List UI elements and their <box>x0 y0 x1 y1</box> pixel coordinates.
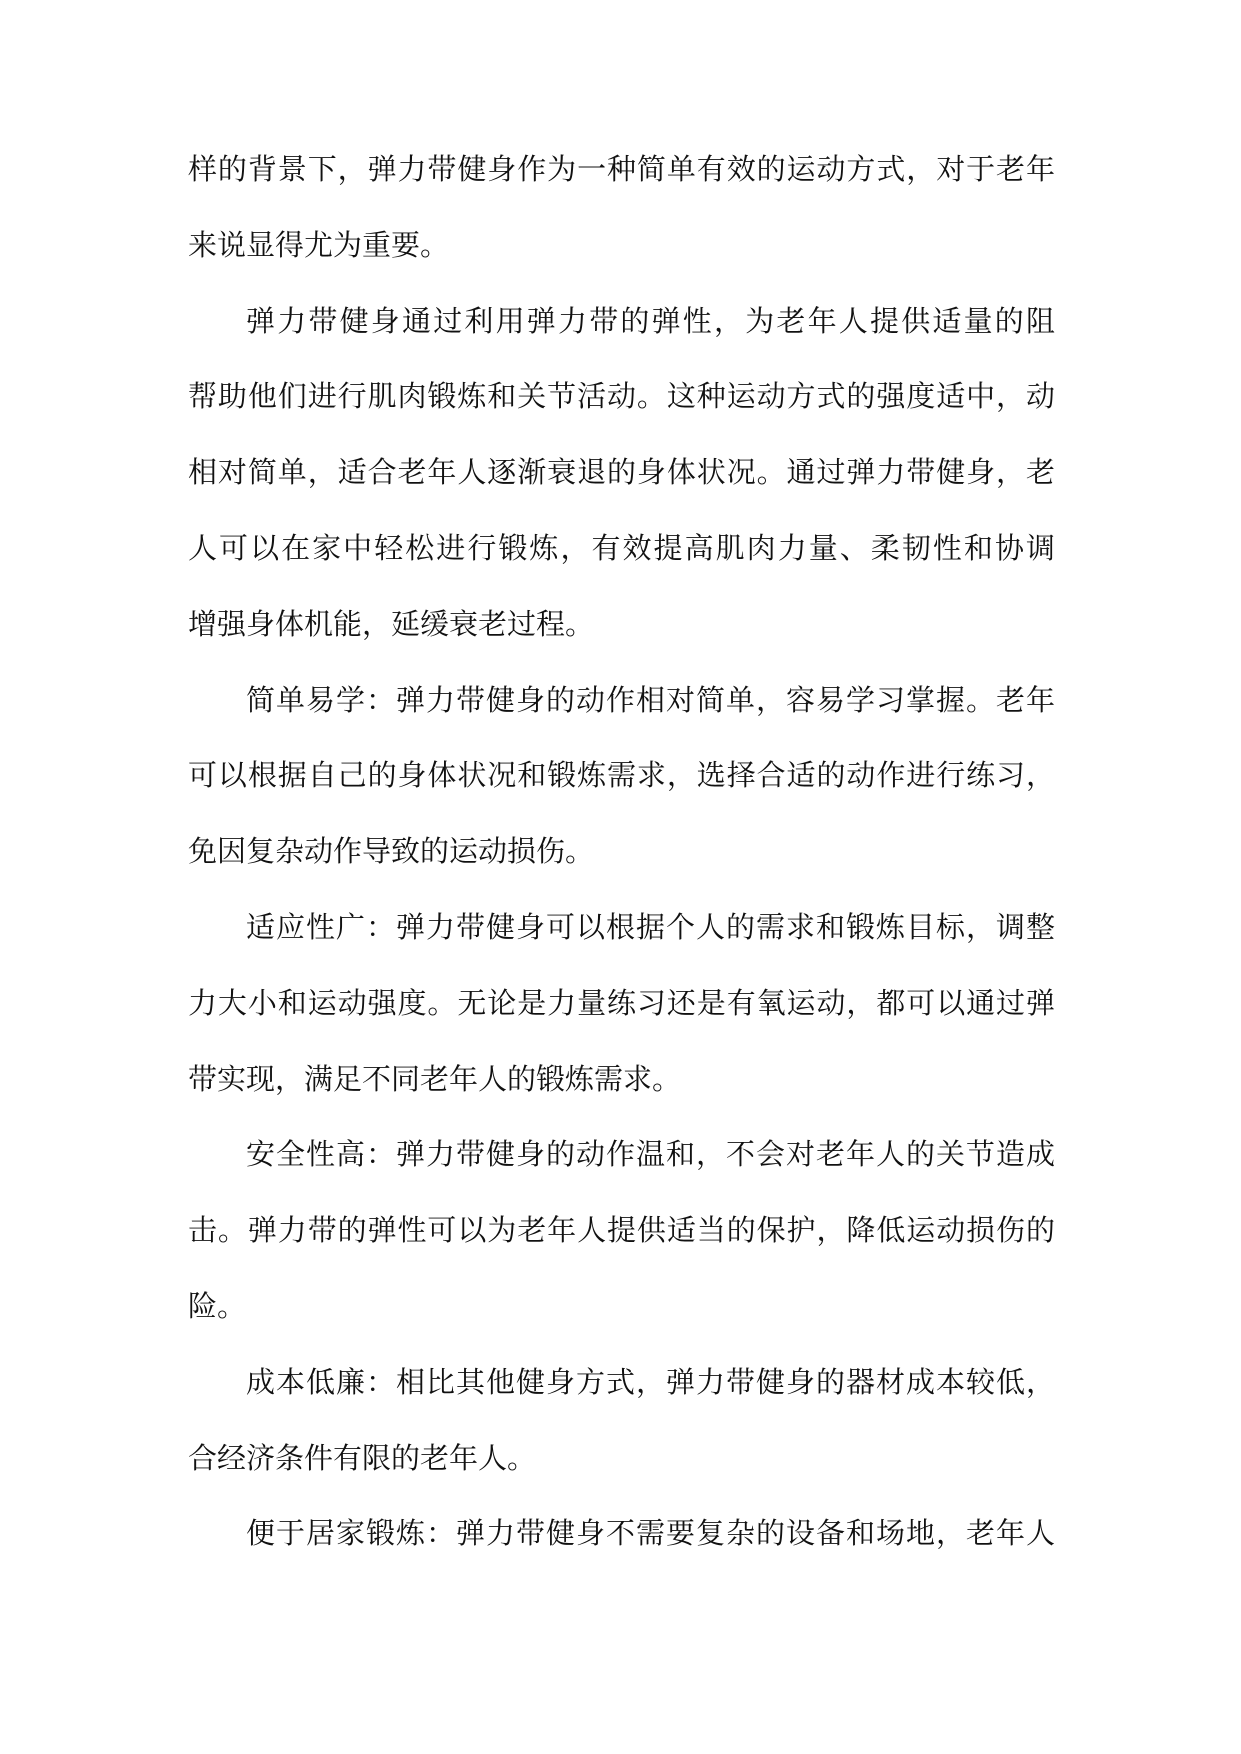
paragraph-continuation <box>188 132 1055 284</box>
text-line: 相对简单，适合老年人逐渐衰退的身体状况。通过弹力带健身，老 <box>188 455 1055 490</box>
body-text <box>188 132 1055 1572</box>
text-line: 帮助他们进行肌肉锻炼和关节活动。这种运动方式的强度适中，动 <box>188 379 1055 414</box>
text-line: 险。 <box>188 1288 247 1323</box>
paragraph-safety <box>188 1117 1055 1344</box>
text-line: 来说显得尤为重要。 <box>188 227 450 262</box>
text-line: 免因复杂动作导致的运动损伤。 <box>188 834 595 869</box>
text-line: 增强身体机能，延缓衰老过程。 <box>188 606 595 641</box>
text-line: 样的背景下，弹力带健身作为一种简单有效的运动方式，对于老年 <box>188 152 1055 186</box>
text-line: 人可以在家中轻松进行锻炼，有效提高肌肉力量、柔韧性和协调 <box>188 530 1055 565</box>
text-line: 安全性高：弹力带健身的动作温和，不会对老年人的关节造成 <box>246 1137 1055 1172</box>
text-line: 成本低廉：相比其他健身方式，弹力带健身的器材成本较低， <box>246 1364 1055 1399</box>
paragraph-adaptability <box>188 890 1055 1117</box>
paragraph-overview <box>188 284 1055 663</box>
paragraph-home-exercise <box>188 1496 1055 1572</box>
text-line: 简单易学：弹力带健身的动作相对简单，容易学习掌握。老年 <box>246 682 1055 717</box>
text-line: 带实现，满足不同老年人的锻炼需求。 <box>188 1061 682 1096</box>
text-line: 便于居家锻炼：弹力带健身不需要复杂的设备和场地，老年人 <box>246 1516 1055 1551</box>
text-line: 弹力带健身通过利用弹力带的弹性，为老年人提供适量的阻 <box>246 303 1055 338</box>
text-line: 击。弹力带的弹性可以为老年人提供适当的保护，降低运动损伤的 <box>188 1213 1055 1248</box>
text-line: 适应性广：弹力带健身可以根据个人的需求和锻炼目标，调整 <box>246 909 1055 944</box>
paragraph-low-cost <box>188 1345 1055 1497</box>
text-line: 力大小和运动强度。无论是力量练习还是有氧运动，都可以通过弹 <box>188 985 1055 1020</box>
text-line: 可以根据自己的身体状况和锻炼需求，选择合适的动作进行练习， <box>188 758 1055 793</box>
text-line: 合经济条件有限的老年人。 <box>188 1440 537 1475</box>
paragraph-easy-to-learn <box>188 663 1055 890</box>
